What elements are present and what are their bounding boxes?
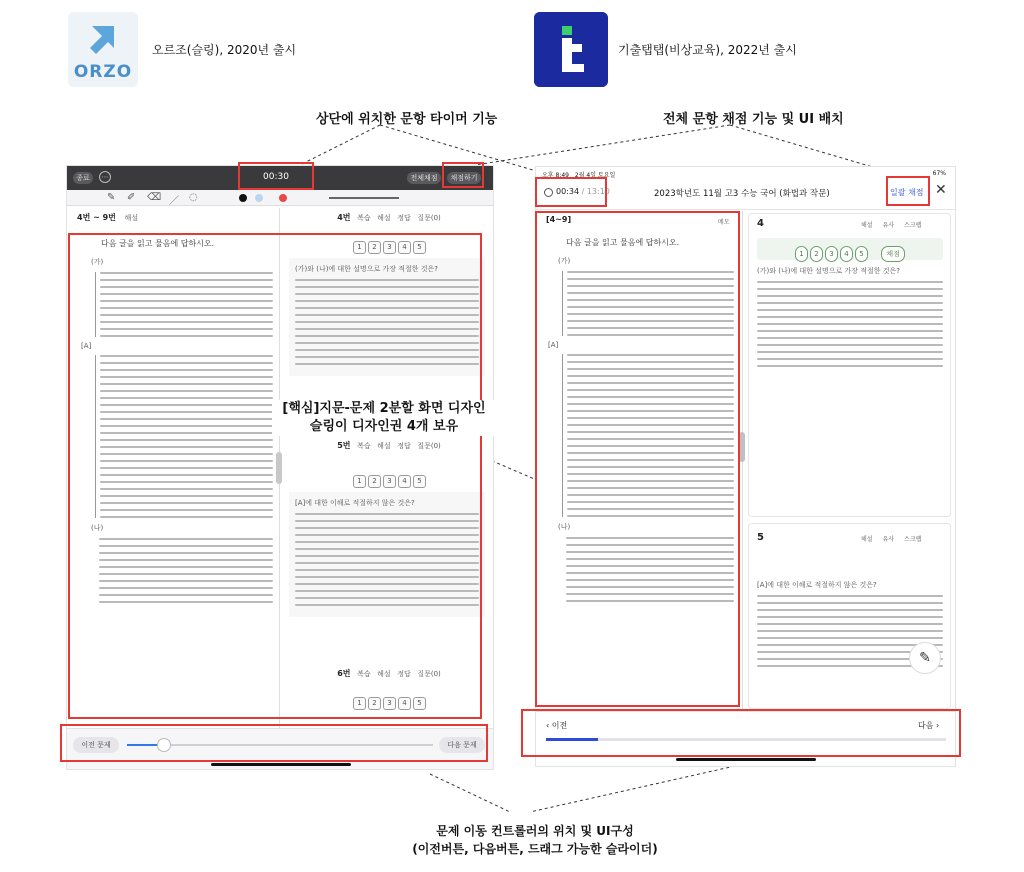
problem-5-question: [A]에 대한 이해로 적절하지 않은 것은? <box>295 499 415 507</box>
choice-4[interactable]: 4 <box>398 697 411 710</box>
gichul-controller-highlight <box>521 709 961 757</box>
choice-5[interactable]: 5 <box>855 246 868 262</box>
more-icon[interactable]: ⋯ <box>99 171 111 183</box>
orzo-wordmark: ORZO <box>73 62 133 82</box>
explanation-button[interactable]: 해설 <box>861 536 873 543</box>
choice-3[interactable]: 3 <box>383 241 396 254</box>
orzo-timer[interactable]: 00:30 <box>263 172 289 182</box>
chevron-left-icon: ‹ <box>546 721 552 730</box>
gichul-timer-highlight <box>535 177 607 207</box>
scrap-button[interactable]: 스크랩 <box>904 222 922 229</box>
orzo-timer-highlight <box>238 162 314 190</box>
next-problem-button[interactable]: 다음 문제 <box>439 737 485 753</box>
choice-2[interactable]: 2 <box>368 475 381 488</box>
choice-1[interactable]: 1 <box>795 246 808 262</box>
problem-5-question: [A]에 대한 이해로 적절하지 않은 것은? <box>757 581 877 589</box>
grade-problem-button[interactable]: 채점 <box>881 246 905 262</box>
stroke-width-options[interactable] <box>329 197 399 199</box>
problem-4-body <box>757 266 943 372</box>
chevron-right-icon: › <box>933 721 940 730</box>
choice-3[interactable]: 3 <box>825 246 838 262</box>
problem-5-answer-tab[interactable]: 정답 <box>397 442 411 450</box>
status-date: 2월 4일 토요일 <box>574 172 616 179</box>
problem-5-card <box>748 523 951 709</box>
problem-4-header <box>289 212 489 223</box>
problem-6-explanation-tab[interactable]: 해설 <box>377 670 391 678</box>
blue-color-dot[interactable] <box>255 194 263 202</box>
prev-problem-button[interactable]: 이전 문제 <box>73 737 119 753</box>
exam-title: 2023학년도 11월 고3 수능 국어 (화법과 작문) <box>654 189 830 199</box>
problem-6-answer-tab[interactable]: 정답 <box>397 670 411 678</box>
choice-5[interactable]: 5 <box>413 241 426 254</box>
controller-annotation <box>370 822 700 858</box>
choice-1[interactable]: 1 <box>353 241 366 254</box>
lasso-icon[interactable]: ◌ <box>189 192 198 203</box>
problem-4-card <box>748 213 951 517</box>
orzo-passage-highlight <box>68 233 482 719</box>
problem-4-number: 4번 <box>337 213 351 222</box>
scrap-button[interactable]: 스크랩 <box>904 536 922 543</box>
problem-4-question: (가)와 (나)에 대한 설명으로 가장 적절한 것은? <box>295 265 438 273</box>
split-annotation-line1: [핵심]지문-문제 2분할 화면 디자인 <box>282 401 486 416</box>
grade-all-button[interactable]: 일괄 채점 <box>890 188 924 197</box>
gichul-caption: 기출탭탭(비상교육), 2022년 출시 <box>618 43 797 57</box>
problem-6-question-tab[interactable]: 질문(0) <box>417 670 441 678</box>
problem-6-number: 6번 <box>337 669 351 678</box>
choice-1[interactable]: 1 <box>353 697 366 710</box>
orzo-grade-highlight <box>442 162 484 188</box>
choice-2[interactable]: 2 <box>368 241 381 254</box>
choice-4[interactable]: 4 <box>398 241 411 254</box>
split-annotation-line2: 슬링이 디자인권 4개 보유 <box>309 419 459 434</box>
problem-6-review-tab[interactable]: 복습 <box>357 670 371 678</box>
controller-annotation-line1: 문제 이동 컨트롤러의 위치 및 UI구성 <box>436 824 634 838</box>
problem-4-review-tab[interactable]: 복습 <box>357 214 371 222</box>
memo-button[interactable]: 메모 <box>718 219 730 226</box>
home-indicator <box>676 758 816 761</box>
line-icon[interactable]: ／ <box>169 196 179 207</box>
controller-annotation-line2: (이전버튼, 다음버튼, 드래그 가능한 슬라이더) <box>412 842 658 856</box>
split-annotation <box>272 400 496 436</box>
choice-3[interactable]: 3 <box>383 697 396 710</box>
red-color-dot[interactable] <box>279 194 287 202</box>
next-label: 다음 <box>918 721 934 730</box>
passage-marker-ga: (가) <box>558 257 571 265</box>
eraser-icon[interactable]: ⌫ <box>147 192 162 203</box>
highlighter-icon[interactable]: ✐ <box>127 192 136 203</box>
exit-button[interactable]: 종료 <box>73 172 93 184</box>
passage-marker-na: (나) <box>558 523 571 531</box>
similar-button[interactable]: 유사 <box>882 222 895 229</box>
problem-4-number: 4 <box>757 218 764 229</box>
choice-5[interactable]: 5 <box>413 697 426 710</box>
passage-marker-ga: (가) <box>91 258 104 266</box>
grade-all-button[interactable]: 전체채점 <box>407 172 441 184</box>
orzo-caption: 오르조(슬링), 2020년 출시 <box>152 43 297 57</box>
black-color-dot[interactable] <box>239 194 247 202</box>
problem-4-question: (가)와 (나)에 대한 설명으로 가장 적절한 것은? <box>757 267 900 275</box>
similar-button[interactable]: 유사 <box>882 536 895 543</box>
orzo-left-tab <box>77 212 138 223</box>
problem-4-answer-tab[interactable]: 정답 <box>397 214 411 222</box>
grade-button[interactable]: 채점하기 <box>447 172 481 184</box>
prev-label: 이전 <box>551 721 568 730</box>
problem-5-number: 5 <box>757 532 764 543</box>
problem-4-actions <box>861 220 921 229</box>
choice-3[interactable]: 3 <box>383 475 396 488</box>
problem-5-review-tab[interactable]: 복습 <box>357 442 371 450</box>
close-icon[interactable]: ✕ <box>935 182 947 198</box>
battery-indicator: 67% <box>932 170 946 177</box>
choice-2[interactable]: 2 <box>368 697 381 710</box>
passage-marker-na: (나) <box>91 524 104 532</box>
timer-total: 13:10 <box>586 187 610 196</box>
passage-range: 4번 ~ 9번 <box>77 213 116 222</box>
gichul-grade-highlight <box>886 176 930 206</box>
problem-5-question-tab[interactable]: 질문(0) <box>417 442 441 450</box>
problem-4-explanation-tab[interactable]: 해설 <box>377 214 391 222</box>
choice-4[interactable]: 4 <box>840 246 853 262</box>
passage-marker-a: [A] <box>81 342 92 350</box>
orzo-pen-toolbar <box>67 190 494 206</box>
status-time: 오후 8:49 <box>542 172 569 179</box>
elapsed-timer[interactable]: 00:34 / 13:10 <box>556 187 610 196</box>
choice-4[interactable]: 4 <box>398 475 411 488</box>
timer-elapsed: 00:34 <box>556 187 580 196</box>
pen-icon[interactable]: ✎ <box>107 192 116 203</box>
gichul-left-tab: [4~9] <box>546 215 572 224</box>
choice-5[interactable]: 5 <box>413 475 426 488</box>
problem-5-actions <box>861 534 921 543</box>
passage-explanation-tab[interactable]: 해설 <box>124 214 139 222</box>
passage-marker-a: [A] <box>548 341 559 349</box>
problem-5-explanation-tab[interactable]: 해설 <box>377 442 391 450</box>
timer-annotation: 상단에 위치한 문항 타이머 기능 <box>316 112 498 127</box>
passage-heading: 다음 글을 읽고 물음에 답하시오. <box>566 238 680 247</box>
grading-annotation: 전체 문항 채점 기능 및 UI 배치 <box>663 112 844 127</box>
orzo-controller-highlight <box>60 724 488 762</box>
choice-2[interactable]: 2 <box>810 246 823 262</box>
problem-5-number: 5번 <box>337 441 351 450</box>
explanation-button[interactable]: 해설 <box>861 222 873 229</box>
passage-heading: 다음 글을 읽고 물음에 답하시오. <box>101 239 215 248</box>
home-indicator <box>211 763 351 766</box>
problem-4-answer-bar <box>757 238 943 260</box>
choice-1[interactable]: 1 <box>353 475 366 488</box>
pencil-floating-button[interactable]: ✎ <box>909 642 941 674</box>
problem-4-question-tab[interactable]: 질문(0) <box>417 214 441 222</box>
gichul-passage-highlight <box>535 211 740 707</box>
